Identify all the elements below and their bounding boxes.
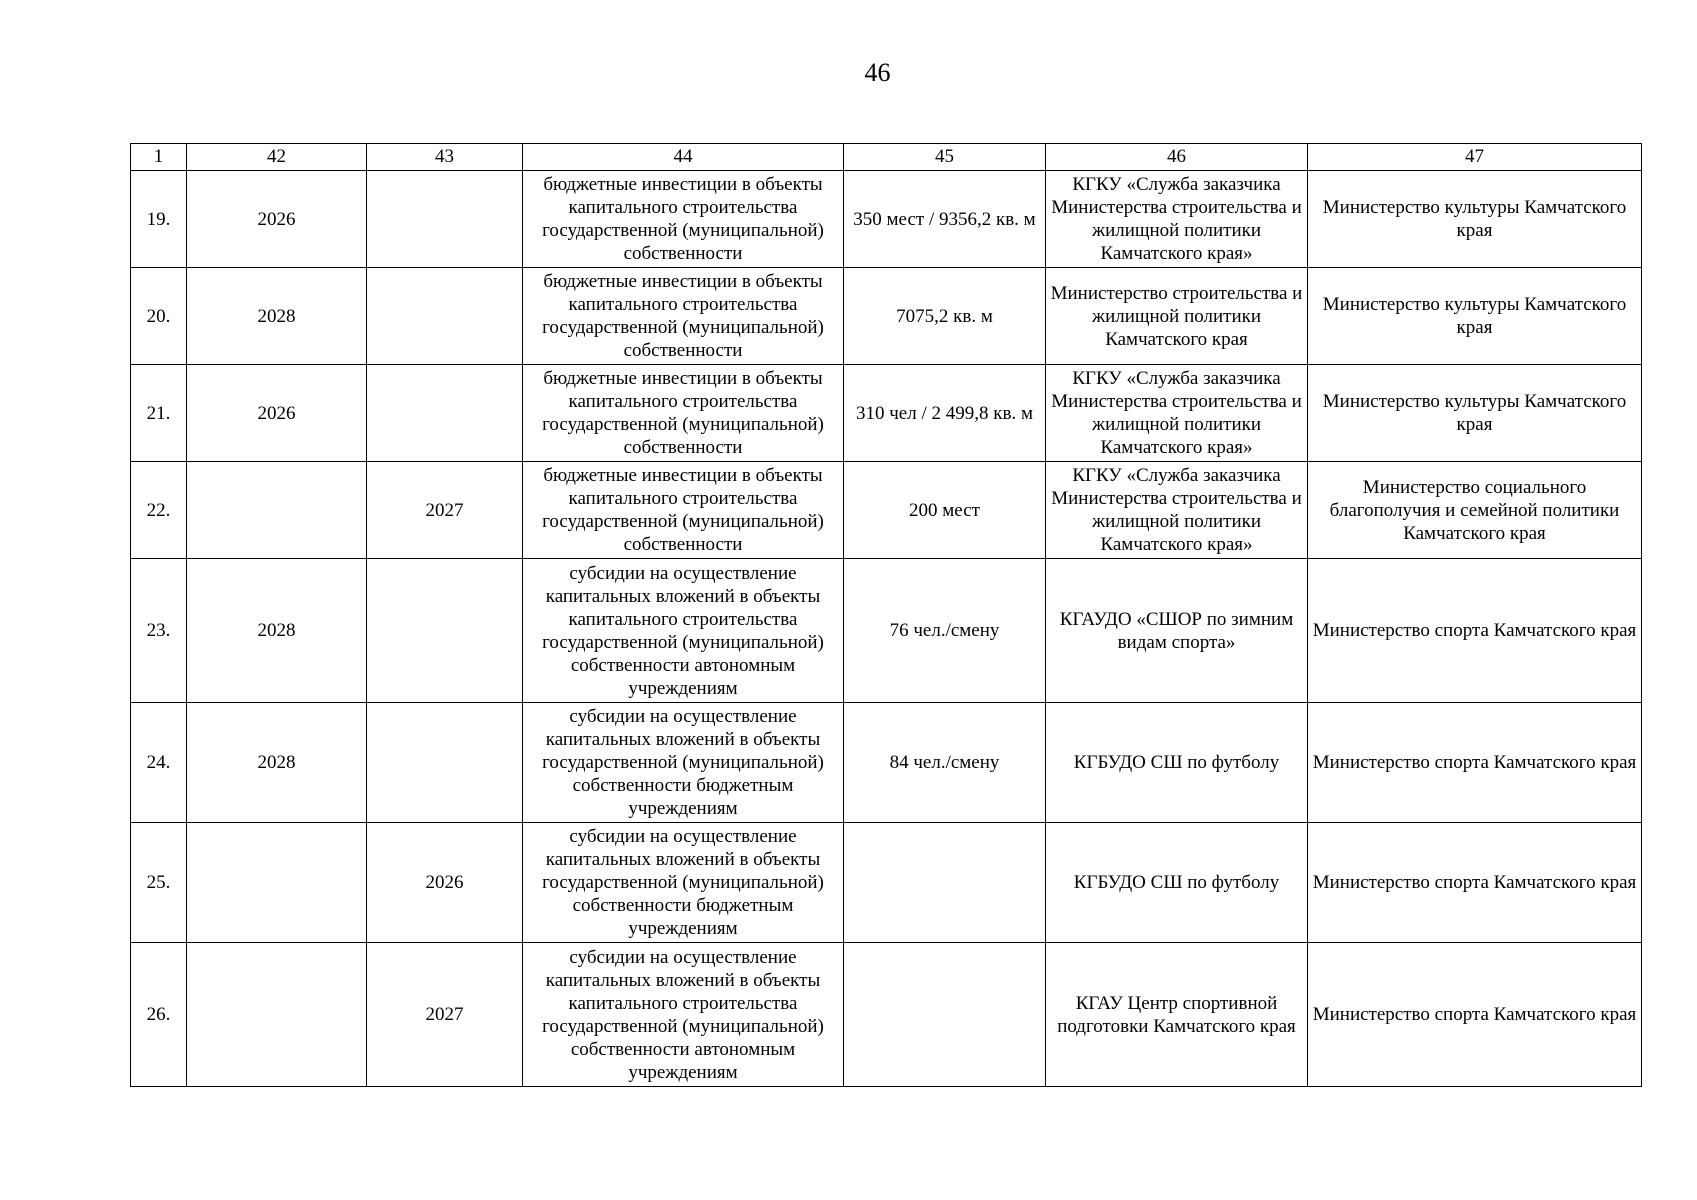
table-row [131,703,1642,823]
col-44-cell: субсидии на осуществление капитальных вложений в объекты капитального строительства государственной (муниципальной) собственности автономным учреждениям [523,559,844,703]
col-43-cell [367,703,523,823]
col-44-cell: субсидии на осуществление капитальных вложений в объекты государственной (муниципальной) собственности бюджетным учреждениям [523,703,844,823]
col-42-cell: 2028 [187,268,367,365]
col-43-cell [367,559,523,703]
col-46-cell: КГБУДО СШ по футболу [1046,823,1308,943]
col-42-cell: 2028 [187,559,367,703]
col-43-cell: 2027 [367,943,523,1087]
col-45-cell: 76 чел./смену [844,559,1046,703]
col-43-cell [367,365,523,462]
col-46-cell: КГАУ Центр спортивной подготовки Камчатского края [1046,943,1308,1087]
col-47-cell: Министерство социального благополучия и семейной политики Камчатского края [1308,462,1642,559]
col-43-cell: 2026 [367,823,523,943]
table-row [131,943,1642,1087]
col-45-cell [844,823,1046,943]
col-45-cell: 350 мест / 9356,2 кв. м [844,171,1046,268]
col-44-cell: субсидии на осуществление капитальных вложений в объекты капитального строительства государственной (муниципальной) собственности автономным учреждениям [523,943,844,1087]
table-row [131,462,1642,559]
col-44-cell: бюджетные инвестиции в объекты капитального строительства государственной (муниципальной) собственности [523,268,844,365]
col-43-cell [367,268,523,365]
column-header: 1 [131,144,187,171]
row-number-cell: 23. [131,559,187,703]
col-45-cell: 200 мест [844,462,1046,559]
col-46-cell: КГКУ «Служба заказчика Министерства строительства и жилищной политики Камчатского края» [1046,365,1308,462]
row-number-cell: 25. [131,823,187,943]
col-46-cell: КГКУ «Служба заказчика Министерства строительства и жилищной политики Камчатского края» [1046,462,1308,559]
col-45-cell [844,943,1046,1087]
col-42-cell: 2028 [187,703,367,823]
row-number-cell: 24. [131,703,187,823]
col-44-cell: субсидии на осуществление капитальных вложений в объекты государственной (муниципальной) собственности бюджетным учреждениям [523,823,844,943]
col-43-cell [367,171,523,268]
col-47-cell: Министерство спорта Камчатского края [1308,703,1642,823]
column-header: 46 [1046,144,1308,171]
col-47-cell: Министерство спорта Камчатского края [1308,823,1642,943]
row-number-cell: 26. [131,943,187,1087]
col-45-cell: 310 чел / 2 499,8 кв. м [844,365,1046,462]
col-46-cell: Министерство строительства и жилищной политики Камчатского края [1046,268,1308,365]
table-row [131,365,1642,462]
col-46-cell: КГАУДО «СШОР по зимним видам спорта» [1046,559,1308,703]
column-header: 44 [523,144,844,171]
col-47-cell: Министерство спорта Камчатского края [1308,943,1642,1087]
row-number-cell: 21. [131,365,187,462]
table-row [131,268,1642,365]
column-header: 43 [367,144,523,171]
col-47-cell: Министерство спорта Камчатского края [1308,559,1642,703]
col-42-cell: 2026 [187,171,367,268]
col-45-cell: 84 чел./смену [844,703,1046,823]
table-row [131,171,1642,268]
column-header: 42 [187,144,367,171]
col-46-cell: КГКУ «Служба заказчика Министерства строительства и жилищной политики Камчатского края» [1046,171,1308,268]
row-number-cell: 19. [131,171,187,268]
data-table [130,143,1642,1087]
col-44-cell: бюджетные инвестиции в объекты капитального строительства государственной (муниципальной) собственности [523,462,844,559]
col-42-cell [187,462,367,559]
table-row [131,559,1642,703]
col-44-cell: бюджетные инвестиции в объекты капитального строительства государственной (муниципальной) собственности [523,365,844,462]
row-number-cell: 22. [131,462,187,559]
col-43-cell: 2027 [367,462,523,559]
col-47-cell: Министерство культуры Камчатского края [1308,171,1642,268]
page-number: 46 [864,58,891,87]
column-header: 47 [1308,144,1642,171]
row-number-cell: 20. [131,268,187,365]
col-42-cell [187,823,367,943]
col-42-cell [187,943,367,1087]
header-row [131,144,1642,171]
col-45-cell: 7075,2 кв. м [844,268,1046,365]
column-header: 45 [844,144,1046,171]
col-44-cell: бюджетные инвестиции в объекты капитального строительства государственной (муниципальной) собственности [523,171,844,268]
table-row [131,823,1642,943]
col-42-cell: 2026 [187,365,367,462]
col-47-cell: Министерство культуры Камчатского края [1308,268,1642,365]
col-46-cell: КГБУДО СШ по футболу [1046,703,1308,823]
col-47-cell: Министерство культуры Камчатского края [1308,365,1642,462]
